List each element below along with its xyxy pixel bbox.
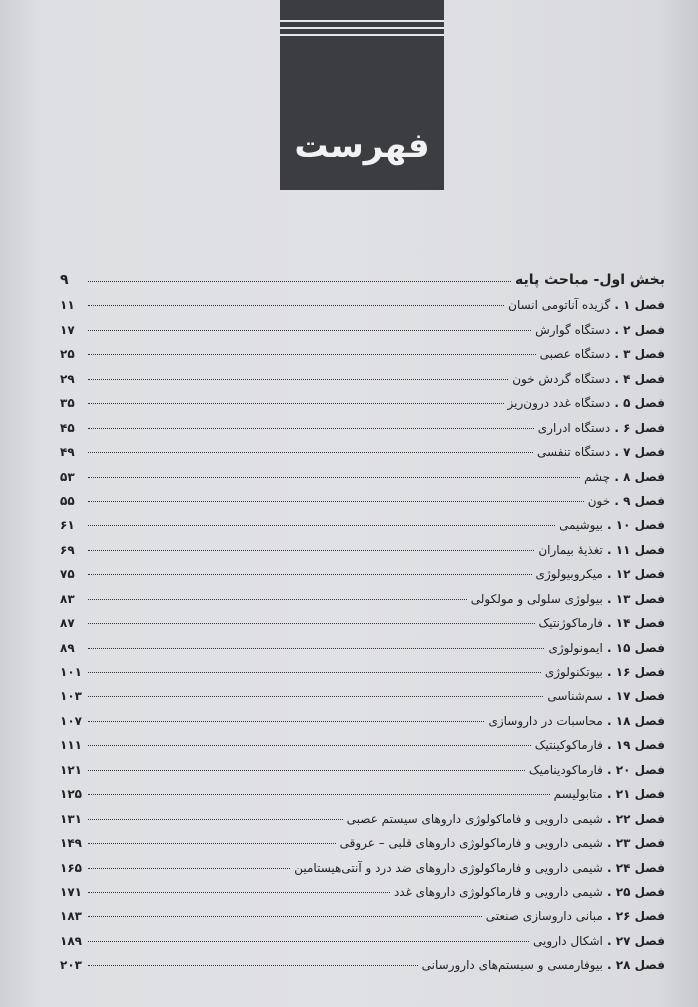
toc-chapter-row bbox=[60, 703, 665, 727]
chapter-page-number: ۷۵ bbox=[60, 567, 75, 582]
chapter-number: فصل ۲۵ bbox=[615, 884, 665, 899]
dot-leader bbox=[88, 525, 555, 526]
chapter-separator: . bbox=[610, 298, 624, 313]
chapter-separator: . bbox=[602, 518, 616, 533]
title-banner bbox=[280, 0, 444, 190]
chapter-page-number: ۸۳ bbox=[60, 591, 75, 606]
chapter-title: تغذیهٔ بیماران bbox=[538, 542, 603, 557]
chapter-separator: . bbox=[602, 616, 616, 631]
chapter-title: متابولیسم bbox=[553, 787, 603, 802]
chapter-number: فصل ۲۴ bbox=[615, 860, 665, 875]
section-label: بخش اول- مباحث پایه bbox=[514, 272, 665, 288]
chapter-entry bbox=[584, 494, 665, 508]
chapter-page-number: ۴۹ bbox=[60, 445, 75, 460]
toc-chapter-row bbox=[60, 655, 665, 679]
chapter-separator: . bbox=[610, 347, 624, 362]
chapter-entry bbox=[290, 861, 665, 875]
chapter-entry bbox=[343, 812, 665, 826]
toc-chapter-row bbox=[60, 777, 665, 801]
toc-chapter-row bbox=[60, 532, 665, 556]
toc-chapter-row bbox=[60, 875, 665, 899]
toc-chapter-row bbox=[60, 557, 665, 581]
toc-chapter-row bbox=[60, 581, 665, 605]
chapter-number: فصل ۲۸ bbox=[615, 958, 665, 973]
chapter-number: فصل ۲۲ bbox=[615, 811, 665, 826]
dot-leader bbox=[88, 721, 484, 722]
chapter-entry bbox=[531, 738, 665, 752]
chapter-number: فصل ۵ bbox=[623, 396, 665, 411]
chapter-title: دستگاه تنفسی bbox=[537, 445, 611, 460]
chapter-entry bbox=[555, 518, 665, 532]
chapter-page-number: ۵۵ bbox=[60, 493, 75, 508]
chapter-separator: . bbox=[602, 542, 616, 557]
chapter-separator: . bbox=[610, 493, 624, 508]
toc-chapter-row bbox=[60, 850, 665, 874]
chapter-separator: . bbox=[602, 860, 616, 875]
chapter-title: گزیده آناتومی انسان bbox=[508, 298, 611, 313]
chapter-entry bbox=[504, 298, 665, 312]
dot-leader bbox=[88, 648, 544, 649]
chapter-number: فصل ۱۲ bbox=[615, 567, 665, 582]
dot-leader bbox=[88, 868, 290, 869]
chapter-page-number: ۶۱ bbox=[60, 518, 75, 533]
toc-chapter-row bbox=[60, 288, 665, 312]
chapter-number: فصل ۱۷ bbox=[615, 689, 665, 704]
chapter-separator: . bbox=[602, 909, 616, 924]
chapter-separator: . bbox=[602, 836, 616, 851]
chapter-entry bbox=[336, 836, 665, 850]
dot-leader bbox=[88, 770, 525, 771]
chapter-number: فصل ۱۳ bbox=[615, 591, 665, 606]
chapter-separator: . bbox=[610, 371, 624, 386]
chapter-page-number: ۱۴۹ bbox=[60, 836, 82, 851]
chapter-entry bbox=[529, 934, 665, 948]
chapter-page-number: ۱۱۱ bbox=[60, 738, 82, 753]
chapter-number: فصل ۲۰ bbox=[615, 762, 665, 777]
chapter-page-number: ۱۰۱ bbox=[60, 665, 82, 679]
chapter-title: ایمونولوژی bbox=[548, 640, 603, 655]
chapter-title: دستگاه گوارش bbox=[535, 322, 611, 337]
chapter-page-number: ۲۰۳ bbox=[60, 958, 82, 973]
chapter-number: فصل ۲۳ bbox=[615, 836, 665, 851]
chapter-separator: . bbox=[602, 958, 616, 973]
dot-leader bbox=[88, 892, 390, 893]
chapter-separator: . bbox=[602, 665, 616, 679]
chapter-entry bbox=[484, 714, 665, 728]
chapter-entry bbox=[543, 689, 665, 703]
chapter-number: فصل ۹ bbox=[623, 493, 665, 508]
chapter-entry bbox=[504, 396, 665, 410]
chapter-separator: . bbox=[610, 420, 624, 435]
dot-leader bbox=[88, 941, 529, 942]
chapter-title: میکروبیولوژی bbox=[535, 567, 603, 582]
dot-leader bbox=[88, 403, 504, 404]
chapter-number: فصل ۷ bbox=[623, 445, 665, 460]
chapter-entry bbox=[525, 763, 665, 777]
dot-leader bbox=[88, 305, 504, 306]
chapter-title: فارماکوژنتیک bbox=[538, 616, 603, 631]
toc-chapter-row bbox=[60, 337, 665, 361]
toc-chapter-row bbox=[60, 826, 665, 850]
chapter-page-number: ۳۵ bbox=[60, 396, 75, 411]
toc-chapter-row bbox=[60, 484, 665, 508]
chapter-entry bbox=[532, 567, 665, 581]
toc-chapter-row bbox=[60, 459, 665, 483]
dot-leader bbox=[88, 965, 418, 966]
toc-chapter-row bbox=[60, 508, 665, 532]
toc-chapter-row bbox=[60, 630, 665, 654]
chapter-entry bbox=[534, 543, 665, 557]
banner-stripe bbox=[280, 20, 444, 22]
toc-section-row bbox=[60, 262, 665, 288]
chapter-number: فصل ۳ bbox=[623, 347, 665, 362]
chapter-number: فصل ۸ bbox=[623, 469, 665, 484]
dot-leader bbox=[88, 794, 550, 795]
chapter-separator: . bbox=[602, 787, 616, 802]
dot-leader bbox=[88, 574, 532, 575]
chapter-title: دستگاه عصبی bbox=[539, 347, 611, 362]
toc-chapter-row bbox=[60, 410, 665, 434]
toc-chapter-row bbox=[60, 801, 665, 825]
chapter-title: شیمی دارویی و فارماکولوژی داروهای ضد درد و آنتی‌هیستامین bbox=[294, 860, 603, 875]
chapter-number: فصل ۱۵ bbox=[615, 640, 665, 655]
chapter-title: بیوتکنولوژی bbox=[544, 665, 603, 679]
dot-leader bbox=[88, 330, 531, 331]
chapter-separator: . bbox=[602, 689, 616, 704]
chapter-entry bbox=[544, 641, 665, 655]
chapter-separator: . bbox=[602, 884, 616, 899]
chapter-title: شیمی دارویی و فارماکولوژی داروهای قلبی – عروقی bbox=[339, 836, 603, 851]
chapter-separator: . bbox=[602, 591, 616, 606]
chapter-page-number: ۱۸۳ bbox=[60, 909, 82, 924]
chapter-title: بیوفارمسی و سیستم‌های دارورسانی bbox=[421, 958, 603, 973]
chapter-page-number: ۸۷ bbox=[60, 616, 75, 631]
chapter-separator: . bbox=[602, 738, 616, 753]
chapter-entry bbox=[534, 421, 665, 435]
chapter-title: فارماکودینامیک bbox=[528, 762, 603, 777]
chapter-separator: . bbox=[602, 567, 616, 582]
chapter-entry bbox=[536, 347, 665, 361]
dot-leader bbox=[88, 696, 543, 697]
toc-chapter-row bbox=[60, 752, 665, 776]
chapter-entry bbox=[508, 372, 665, 386]
chapter-page-number: ۱۲۱ bbox=[60, 762, 82, 777]
chapter-title: بیولوژی سلولی و مولکولی bbox=[470, 591, 603, 606]
dot-leader bbox=[88, 672, 541, 673]
chapter-number: فصل ۲۱ bbox=[615, 787, 665, 802]
toc-chapter-row bbox=[60, 679, 665, 703]
chapter-title: اشکال دارویی bbox=[533, 933, 603, 948]
chapter-page-number: ۱۲۵ bbox=[60, 787, 82, 802]
chapter-page-number: ۶۹ bbox=[60, 542, 75, 557]
chapter-separator: . bbox=[610, 396, 624, 411]
dot-leader bbox=[88, 452, 533, 453]
chapter-number: فصل ۱۴ bbox=[615, 616, 665, 631]
chapter-number: فصل ۱۹ bbox=[615, 738, 665, 753]
chapter-page-number: ۱۳۱ bbox=[60, 811, 82, 826]
chapter-title: خون bbox=[587, 493, 611, 508]
chapter-number: فصل ۲۶ bbox=[615, 909, 665, 924]
chapter-number: فصل ۴ bbox=[623, 371, 665, 386]
toc-chapter-row bbox=[60, 923, 665, 947]
chapter-entry bbox=[533, 445, 665, 459]
chapter-entry bbox=[535, 616, 665, 630]
chapter-number: فصل ۱۱ bbox=[615, 542, 665, 557]
banner-stripe bbox=[280, 34, 444, 36]
chapter-page-number: ۵۳ bbox=[60, 469, 75, 484]
chapter-page-number: ۱۰۷ bbox=[60, 713, 82, 728]
toc-chapter-row bbox=[60, 312, 665, 336]
chapter-page-number: ۸۹ bbox=[60, 640, 75, 655]
dot-leader bbox=[88, 379, 508, 380]
chapter-separator: . bbox=[610, 445, 624, 460]
chapter-number: فصل ۱۰ bbox=[615, 518, 665, 533]
dot-leader bbox=[88, 599, 467, 600]
chapter-entry bbox=[482, 909, 665, 923]
chapter-title: شیمی دارویی و فاماکولوژی داروهای سیستم عصبی bbox=[346, 811, 603, 826]
toc-chapter-row bbox=[60, 386, 665, 410]
toc-chapter-row bbox=[60, 361, 665, 385]
chapter-separator: . bbox=[602, 933, 616, 948]
dot-leader bbox=[88, 550, 534, 551]
chapter-page-number: ۱۶۵ bbox=[60, 860, 82, 875]
chapter-title: مبانی داروسازی صنعتی bbox=[485, 909, 603, 924]
chapter-entry bbox=[531, 323, 665, 337]
banner-stripe bbox=[280, 27, 444, 29]
chapter-entry bbox=[467, 592, 665, 606]
chapter-separator: . bbox=[602, 713, 616, 728]
chapter-page-number: ۱۷ bbox=[60, 322, 75, 337]
chapter-page-number: ۱۰۳ bbox=[60, 689, 82, 704]
dot-leader bbox=[88, 819, 343, 820]
chapter-entry bbox=[390, 885, 665, 899]
toc-chapter-row bbox=[60, 728, 665, 752]
chapter-page-number: ۲۵ bbox=[60, 347, 75, 362]
toc-chapter-row bbox=[60, 948, 665, 972]
chapter-number: فصل ۱ bbox=[623, 298, 665, 313]
chapter-number: فصل ۱۶ bbox=[615, 665, 665, 679]
page-title: فهرست bbox=[294, 126, 430, 166]
chapter-list bbox=[60, 288, 665, 972]
chapter-title: شیمی دارویی و فارماکولوژی داروهای غدد bbox=[393, 884, 603, 899]
dot-leader bbox=[88, 745, 531, 746]
chapter-title: فارماکوکینتیک bbox=[534, 738, 603, 753]
chapter-separator: . bbox=[602, 811, 616, 826]
chapter-title: چشم bbox=[584, 469, 611, 484]
chapter-entry bbox=[550, 787, 665, 801]
chapter-entry bbox=[580, 470, 665, 484]
chapter-number: فصل ۲۷ bbox=[615, 933, 665, 948]
chapter-separator: . bbox=[602, 762, 616, 777]
chapter-separator: . bbox=[602, 640, 616, 655]
section-page-number: ۹ bbox=[60, 272, 69, 288]
chapter-page-number: ۱۷۱ bbox=[60, 884, 82, 899]
chapter-separator: . bbox=[610, 322, 624, 337]
chapter-title: محاسبات در داروسازی bbox=[488, 713, 603, 728]
table-of-contents bbox=[60, 262, 665, 972]
chapter-number: فصل ۱۸ bbox=[615, 713, 665, 728]
chapter-separator: . bbox=[610, 469, 624, 484]
toc-chapter-row bbox=[60, 899, 665, 923]
chapter-title: دستگاه ادراری bbox=[537, 420, 611, 435]
toc-chapter-row bbox=[60, 435, 665, 459]
chapter-page-number: ۴۵ bbox=[60, 420, 75, 435]
chapter-title: دستگاه گردش خون bbox=[512, 371, 611, 386]
chapter-title: بیوشیمی bbox=[559, 518, 603, 533]
dot-leader bbox=[88, 281, 511, 282]
chapter-page-number: ۱۸۹ bbox=[60, 933, 82, 948]
dot-leader bbox=[88, 354, 536, 355]
dot-leader bbox=[88, 477, 580, 478]
dot-leader bbox=[88, 428, 534, 429]
chapter-page-number: ۱۱ bbox=[60, 298, 75, 313]
chapter-title: دستگاه غدد درون‌ریز bbox=[507, 396, 611, 411]
dot-leader bbox=[88, 501, 584, 502]
chapter-number: فصل ۶ bbox=[623, 420, 665, 435]
chapter-entry bbox=[541, 665, 665, 679]
toc-chapter-row bbox=[60, 606, 665, 630]
chapter-page-number: ۲۹ bbox=[60, 371, 75, 386]
dot-leader bbox=[88, 916, 482, 917]
chapter-title: سم‌شناسی bbox=[547, 689, 603, 704]
chapter-entry bbox=[418, 958, 665, 972]
dot-leader bbox=[88, 623, 535, 624]
chapter-number: فصل ۲ bbox=[623, 322, 665, 337]
dot-leader bbox=[88, 843, 336, 844]
